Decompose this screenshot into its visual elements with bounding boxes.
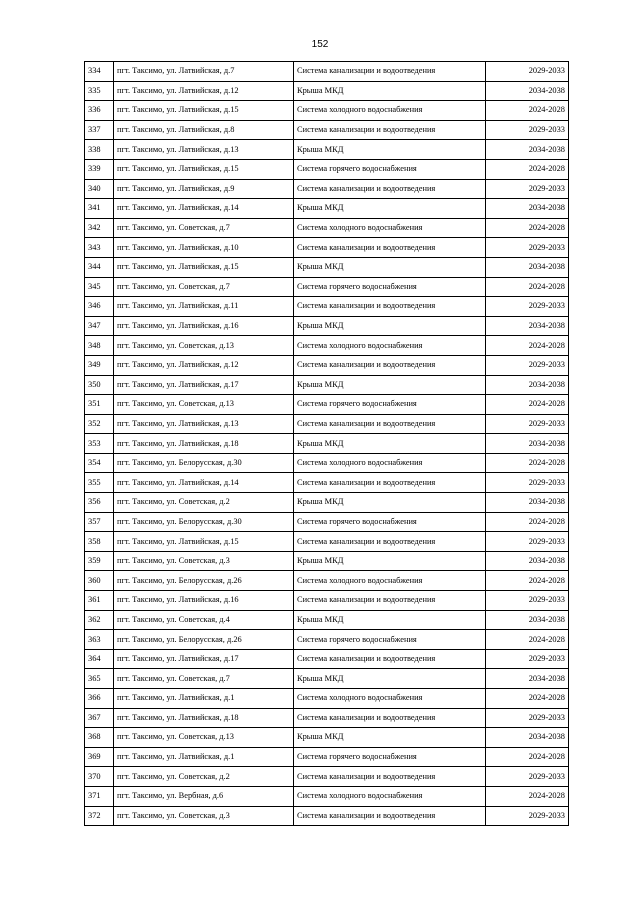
- period-cell: 2029-2033: [486, 708, 569, 728]
- period-cell: 2029-2033: [486, 649, 569, 669]
- table-row: [85, 649, 569, 669]
- system-cell: Крыша МКД: [294, 375, 486, 395]
- table-row: [85, 159, 569, 179]
- row-number-cell: 350: [85, 375, 114, 395]
- period-cell: 2024-2028: [486, 395, 569, 415]
- row-number-cell: 365: [85, 669, 114, 689]
- row-number-cell: 363: [85, 630, 114, 650]
- row-number-cell: 344: [85, 257, 114, 277]
- address-cell: пгт. Таксимо, ул. Советская, д.7: [114, 218, 294, 238]
- table-row: [85, 669, 569, 689]
- row-number-cell: 364: [85, 649, 114, 669]
- system-cell: Система горячего водоснабжения: [294, 395, 486, 415]
- table-row: [85, 786, 569, 806]
- period-cell: 2024-2028: [486, 786, 569, 806]
- period-cell: 2034-2038: [486, 669, 569, 689]
- system-cell: Система холодного водоснабжения: [294, 453, 486, 473]
- row-number-cell: 337: [85, 120, 114, 140]
- period-cell: 2034-2038: [486, 199, 569, 219]
- period-cell: 2029-2033: [486, 532, 569, 552]
- period-cell: 2024-2028: [486, 747, 569, 767]
- table-row: [85, 512, 569, 532]
- period-cell: 2034-2038: [486, 140, 569, 160]
- row-number-cell: 343: [85, 238, 114, 258]
- system-cell: Система канализации и водоотведения: [294, 532, 486, 552]
- row-number-cell: 361: [85, 591, 114, 611]
- row-number-cell: 359: [85, 551, 114, 571]
- address-cell: пгт. Таксимо, ул. Советская, д.13: [114, 728, 294, 748]
- period-cell: 2024-2028: [486, 336, 569, 356]
- row-number-cell: 349: [85, 355, 114, 375]
- system-cell: Система горячего водоснабжения: [294, 159, 486, 179]
- period-cell: 2034-2038: [486, 610, 569, 630]
- system-cell: Крыша МКД: [294, 493, 486, 513]
- address-cell: пгт. Таксимо, ул. Латвийская, д.10: [114, 238, 294, 258]
- table-row: [85, 62, 569, 82]
- table-row: [85, 767, 569, 787]
- period-cell: 2024-2028: [486, 630, 569, 650]
- address-cell: пгт. Таксимо, ул. Белорусская, д.30: [114, 512, 294, 532]
- table-body: [85, 62, 569, 826]
- row-number-cell: 342: [85, 218, 114, 238]
- address-cell: пгт. Таксимо, ул. Латвийская, д.15: [114, 532, 294, 552]
- period-cell: 2034-2038: [486, 375, 569, 395]
- address-cell: пгт. Таксимо, ул. Латвийская, д.16: [114, 316, 294, 336]
- system-cell: Система канализации и водоотведения: [294, 120, 486, 140]
- address-cell: пгт. Таксимо, ул. Латвийская, д.7: [114, 62, 294, 82]
- address-cell: пгт. Таксимо, ул. Белорусская, д.30: [114, 453, 294, 473]
- table-row: [85, 120, 569, 140]
- system-cell: Крыша МКД: [294, 551, 486, 571]
- row-number-cell: 362: [85, 610, 114, 630]
- address-cell: пгт. Таксимо, ул. Латвийская, д.18: [114, 708, 294, 728]
- row-number-cell: 369: [85, 747, 114, 767]
- table-row: [85, 297, 569, 317]
- row-number-cell: 371: [85, 786, 114, 806]
- address-cell: пгт. Таксимо, ул. Советская, д.13: [114, 395, 294, 415]
- system-cell: Система холодного водоснабжения: [294, 786, 486, 806]
- address-cell: пгт. Таксимо, ул. Советская, д.3: [114, 806, 294, 826]
- page-number: 152: [311, 39, 329, 50]
- row-number-cell: 346: [85, 297, 114, 317]
- table-row: [85, 806, 569, 826]
- system-cell: Система канализации и водоотведения: [294, 649, 486, 669]
- row-number-cell: 348: [85, 336, 114, 356]
- address-cell: пгт. Таксимо, ул. Латвийская, д.15: [114, 101, 294, 121]
- address-cell: пгт. Таксимо, ул. Латвийская, д.17: [114, 649, 294, 669]
- address-cell: пгт. Таксимо, ул. Латвийская, д.14: [114, 473, 294, 493]
- period-cell: 2029-2033: [486, 591, 569, 611]
- address-cell: пгт. Таксимо, ул. Латвийская, д.13: [114, 414, 294, 434]
- table-row: [85, 728, 569, 748]
- table-row: [85, 81, 569, 101]
- table-row: [85, 395, 569, 415]
- row-number-cell: 356: [85, 493, 114, 513]
- period-cell: 2024-2028: [486, 159, 569, 179]
- table-row: [85, 453, 569, 473]
- period-cell: 2024-2028: [486, 689, 569, 709]
- period-cell: 2029-2033: [486, 297, 569, 317]
- address-cell: пгт. Таксимо, ул. Советская, д.4: [114, 610, 294, 630]
- period-cell: 2029-2033: [486, 355, 569, 375]
- address-cell: пгт. Таксимо, ул. Латвийская, д.18: [114, 434, 294, 454]
- system-cell: Крыша МКД: [294, 140, 486, 160]
- row-number-cell: 336: [85, 101, 114, 121]
- system-cell: Крыша МКД: [294, 434, 486, 454]
- row-number-cell: 351: [85, 395, 114, 415]
- table-row: [85, 591, 569, 611]
- table-row: [85, 140, 569, 160]
- address-cell: пгт. Таксимо, ул. Латвийская, д.1: [114, 747, 294, 767]
- address-cell: пгт. Таксимо, ул. Белорусская, д.26: [114, 571, 294, 591]
- address-cell: пгт. Таксимо, ул. Латвийская, д.11: [114, 297, 294, 317]
- system-cell: Система горячего водоснабжения: [294, 630, 486, 650]
- system-cell: Крыша МКД: [294, 669, 486, 689]
- period-cell: 2034-2038: [486, 434, 569, 454]
- table-row: [85, 277, 569, 297]
- period-cell: 2034-2038: [486, 728, 569, 748]
- period-cell: 2029-2033: [486, 120, 569, 140]
- system-cell: Система канализации и водоотведения: [294, 767, 486, 787]
- table-row: [85, 551, 569, 571]
- repair-schedule-table: [84, 61, 569, 826]
- table-row: [85, 257, 569, 277]
- row-number-cell: 339: [85, 159, 114, 179]
- system-cell: Крыша МКД: [294, 81, 486, 101]
- system-cell: Крыша МКД: [294, 257, 486, 277]
- period-cell: 2029-2033: [486, 238, 569, 258]
- system-cell: Система канализации и водоотведения: [294, 179, 486, 199]
- period-cell: 2024-2028: [486, 218, 569, 238]
- address-cell: пгт. Таксимо, ул. Латвийская, д.14: [114, 199, 294, 219]
- table-row: [85, 336, 569, 356]
- row-number-cell: 355: [85, 473, 114, 493]
- period-cell: 2029-2033: [486, 473, 569, 493]
- table-row: [85, 414, 569, 434]
- row-number-cell: 368: [85, 728, 114, 748]
- table-row: [85, 218, 569, 238]
- address-cell: пгт. Таксимо, ул. Латвийская, д.12: [114, 81, 294, 101]
- address-cell: пгт. Таксимо, ул. Советская, д.13: [114, 336, 294, 356]
- period-cell: 2024-2028: [486, 277, 569, 297]
- table-row: [85, 316, 569, 336]
- system-cell: Крыша МКД: [294, 610, 486, 630]
- row-number-cell: 354: [85, 453, 114, 473]
- table-row: [85, 434, 569, 454]
- address-cell: пгт. Таксимо, ул. Латвийская, д.16: [114, 591, 294, 611]
- address-cell: пгт. Таксимо, ул. Латвийская, д.13: [114, 140, 294, 160]
- address-cell: пгт. Таксимо, ул. Вербная, д.6: [114, 786, 294, 806]
- table-row: [85, 493, 569, 513]
- period-cell: 2024-2028: [486, 512, 569, 532]
- table-row: [85, 375, 569, 395]
- address-cell: пгт. Таксимо, ул. Советская, д.2: [114, 767, 294, 787]
- system-cell: Система холодного водоснабжения: [294, 689, 486, 709]
- system-cell: Система холодного водоснабжения: [294, 101, 486, 121]
- period-cell: 2029-2033: [486, 806, 569, 826]
- period-cell: 2034-2038: [486, 551, 569, 571]
- table-row: [85, 630, 569, 650]
- period-cell: 2029-2033: [486, 62, 569, 82]
- address-cell: пгт. Таксимо, ул. Белорусская, д.26: [114, 630, 294, 650]
- address-cell: пгт. Таксимо, ул. Латвийская, д.8: [114, 120, 294, 140]
- system-cell: Система канализации и водоотведения: [294, 238, 486, 258]
- row-number-cell: 345: [85, 277, 114, 297]
- address-cell: пгт. Таксимо, ул. Латвийская, д.9: [114, 179, 294, 199]
- system-cell: Крыша МКД: [294, 199, 486, 219]
- system-cell: Система канализации и водоотведения: [294, 708, 486, 728]
- period-cell: 2029-2033: [486, 414, 569, 434]
- table-row: [85, 238, 569, 258]
- row-number-cell: 357: [85, 512, 114, 532]
- table-row: [85, 532, 569, 552]
- system-cell: Система холодного водоснабжения: [294, 336, 486, 356]
- table-row: [85, 473, 569, 493]
- row-number-cell: 341: [85, 199, 114, 219]
- row-number-cell: 360: [85, 571, 114, 591]
- row-number-cell: 372: [85, 806, 114, 826]
- row-number-cell: 352: [85, 414, 114, 434]
- system-cell: Система холодного водоснабжения: [294, 218, 486, 238]
- row-number-cell: 335: [85, 81, 114, 101]
- period-cell: 2029-2033: [486, 767, 569, 787]
- table-row: [85, 747, 569, 767]
- table-row: [85, 199, 569, 219]
- address-cell: пгт. Таксимо, ул. Латвийская, д.1: [114, 689, 294, 709]
- system-cell: Система канализации и водоотведения: [294, 414, 486, 434]
- system-cell: Система горячего водоснабжения: [294, 277, 486, 297]
- row-number-cell: 347: [85, 316, 114, 336]
- period-cell: 2024-2028: [486, 571, 569, 591]
- system-cell: Система канализации и водоотведения: [294, 355, 486, 375]
- row-number-cell: 358: [85, 532, 114, 552]
- address-cell: пгт. Таксимо, ул. Латвийская, д.17: [114, 375, 294, 395]
- system-cell: Система канализации и водоотведения: [294, 473, 486, 493]
- table-row: [85, 708, 569, 728]
- address-cell: пгт. Таксимо, ул. Советская, д.3: [114, 551, 294, 571]
- row-number-cell: 353: [85, 434, 114, 454]
- address-cell: пгт. Таксимо, ул. Латвийская, д.15: [114, 159, 294, 179]
- row-number-cell: 366: [85, 689, 114, 709]
- row-number-cell: 367: [85, 708, 114, 728]
- row-number-cell: 338: [85, 140, 114, 160]
- period-cell: 2034-2038: [486, 493, 569, 513]
- period-cell: 2034-2038: [486, 316, 569, 336]
- table-row: [85, 101, 569, 121]
- system-cell: Система канализации и водоотведения: [294, 62, 486, 82]
- system-cell: Система горячего водоснабжения: [294, 747, 486, 767]
- system-cell: Система горячего водоснабжения: [294, 512, 486, 532]
- row-number-cell: 334: [85, 62, 114, 82]
- table-row: [85, 689, 569, 709]
- address-cell: пгт. Таксимо, ул. Советская, д.7: [114, 669, 294, 689]
- system-cell: Система холодного водоснабжения: [294, 571, 486, 591]
- table-row: [85, 355, 569, 375]
- address-cell: пгт. Таксимо, ул. Советская, д.7: [114, 277, 294, 297]
- system-cell: Крыша МКД: [294, 728, 486, 748]
- address-cell: пгт. Таксимо, ул. Латвийская, д.12: [114, 355, 294, 375]
- row-number-cell: 340: [85, 179, 114, 199]
- table-row: [85, 610, 569, 630]
- row-number-cell: 370: [85, 767, 114, 787]
- system-cell: Система канализации и водоотведения: [294, 806, 486, 826]
- period-cell: 2029-2033: [486, 179, 569, 199]
- period-cell: 2024-2028: [486, 453, 569, 473]
- address-cell: пгт. Таксимо, ул. Латвийская, д.15: [114, 257, 294, 277]
- address-cell: пгт. Таксимо, ул. Советская, д.2: [114, 493, 294, 513]
- system-cell: Крыша МКД: [294, 316, 486, 336]
- system-cell: Система канализации и водоотведения: [294, 297, 486, 317]
- period-cell: 2034-2038: [486, 81, 569, 101]
- period-cell: 2034-2038: [486, 257, 569, 277]
- table-row: [85, 179, 569, 199]
- system-cell: Система канализации и водоотведения: [294, 591, 486, 611]
- period-cell: 2024-2028: [486, 101, 569, 121]
- table-row: [85, 571, 569, 591]
